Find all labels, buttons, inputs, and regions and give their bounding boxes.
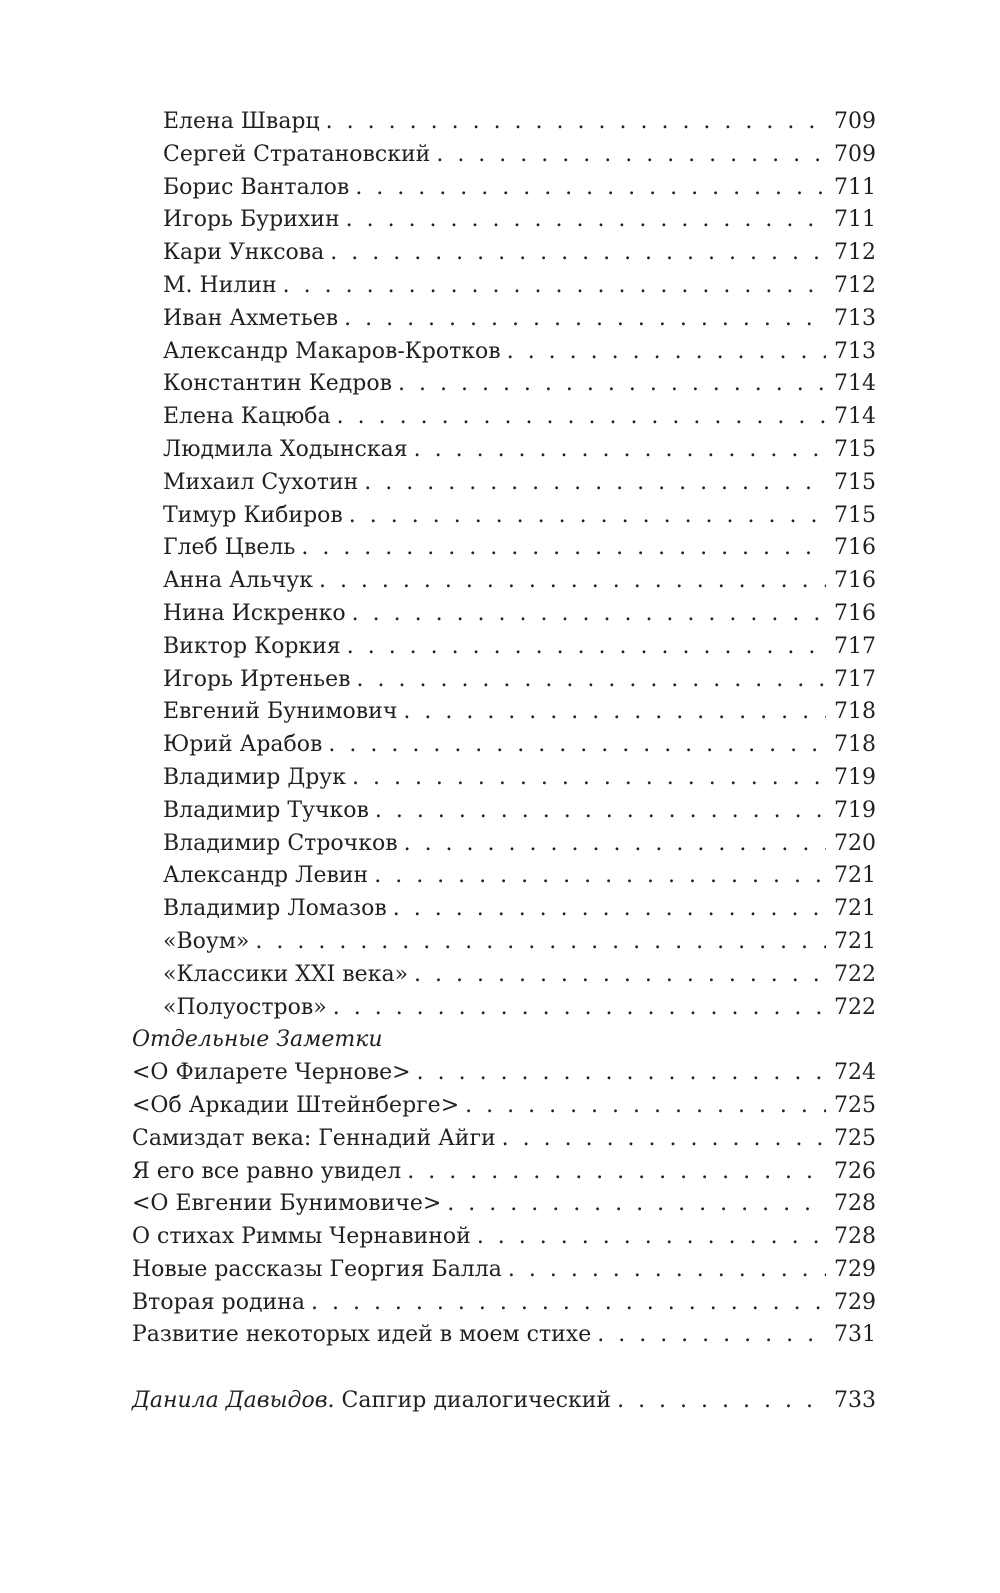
dot-leader <box>364 467 826 500</box>
dot-leader <box>326 106 826 139</box>
toc-entry <box>132 729 876 762</box>
dot-leader <box>347 631 826 664</box>
entry-title: Анна Альчук <box>163 568 313 594</box>
page-number: 716 <box>834 600 876 626</box>
page-number: 729 <box>834 1289 876 1315</box>
final-entry <box>132 1385 876 1418</box>
toc-entry <box>132 1123 876 1156</box>
entry-title: М. Нилин <box>163 272 277 298</box>
page-number: 718 <box>834 732 876 758</box>
toc-entry <box>132 565 876 598</box>
dot-leader <box>477 1221 826 1254</box>
toc-entry <box>132 828 876 861</box>
entry-title: Александр Левин <box>163 863 369 889</box>
page-number: 729 <box>834 1256 876 1282</box>
page-number: 724 <box>834 1060 876 1086</box>
toc-entry <box>132 172 876 205</box>
page-number: 715 <box>834 436 876 462</box>
entry-title: Я его все равно увидел <box>132 1158 402 1184</box>
toc-entry <box>132 1287 876 1320</box>
page-number: 721 <box>834 896 876 922</box>
dot-leader <box>507 336 826 369</box>
dot-leader <box>414 959 826 992</box>
entry-title: «Классики XXI века» <box>163 961 409 987</box>
page-number: 713 <box>834 305 876 331</box>
toc-entry <box>132 926 876 959</box>
dot-leader <box>502 1123 826 1156</box>
entry-title: Евгений Бунимович <box>163 699 398 725</box>
dot-leader <box>283 270 826 303</box>
page-number: 719 <box>834 797 876 823</box>
toc-entry <box>132 500 876 533</box>
dot-leader <box>301 532 826 565</box>
page-number: 728 <box>834 1191 876 1217</box>
entry-title: Развитие некоторых идей в моем стихе <box>132 1322 592 1348</box>
page-number: 718 <box>834 699 876 725</box>
dot-leader <box>319 565 826 598</box>
page-number: 714 <box>834 371 876 397</box>
toc-entry <box>132 992 876 1025</box>
toc-entry <box>132 1090 876 1123</box>
page-number: 722 <box>834 994 876 1020</box>
dot-leader <box>346 204 826 237</box>
toc-entry <box>132 139 876 172</box>
toc-entry <box>132 1156 876 1189</box>
entry-title: Владимир Ломазов <box>163 896 387 922</box>
toc-entry <box>132 434 876 467</box>
dot-leader <box>337 401 826 434</box>
spacer <box>132 1352 876 1385</box>
entry-title: Игорь Бурихин <box>163 207 340 233</box>
page-number: 726 <box>834 1158 876 1184</box>
entry-title: Глеб Цвель <box>163 535 296 561</box>
toc-entry <box>132 270 876 303</box>
dot-leader <box>508 1254 826 1287</box>
entry-title: Людмила Ходынская <box>163 436 408 462</box>
dot-leader <box>465 1090 826 1123</box>
entry-author: Данила Давыдов. <box>132 1388 335 1414</box>
entry-title: «Воум» <box>163 928 250 954</box>
entry-title: <О Филарете Чернове> <box>132 1060 411 1086</box>
dot-leader <box>403 696 826 729</box>
entry-title: Вторая родина <box>132 1289 305 1315</box>
page-number: 709 <box>834 141 876 167</box>
entry-title: Иван Ахметьев <box>163 305 339 331</box>
entry-title: Самиздат века: Геннадий Айги <box>132 1125 496 1151</box>
toc-entry <box>132 860 876 893</box>
page-number: 709 <box>834 109 876 134</box>
toc-entry <box>132 1221 876 1254</box>
toc-entry <box>132 664 876 697</box>
page-number: 731 <box>834 1322 876 1348</box>
dot-leader <box>311 1287 826 1320</box>
toc-entry <box>132 467 876 500</box>
dot-leader <box>417 1057 826 1090</box>
page-number: 716 <box>834 568 876 594</box>
page-number: 716 <box>834 535 876 561</box>
page-number: 725 <box>834 1125 876 1151</box>
entry-title: Константин Кедров <box>163 371 393 397</box>
dot-leader <box>352 762 826 795</box>
dot-leader <box>398 368 826 401</box>
page-number: 711 <box>834 174 876 200</box>
toc-entry <box>132 598 876 631</box>
page-number: 733 <box>834 1388 876 1414</box>
dot-leader <box>375 795 826 828</box>
toc-entry <box>132 795 876 828</box>
dot-leader <box>414 434 826 467</box>
dot-leader <box>404 828 826 861</box>
entry-title: Виктор Коркия <box>163 633 341 659</box>
page-number: 722 <box>834 961 876 987</box>
toc-entry <box>132 303 876 336</box>
page-number: 715 <box>834 502 876 528</box>
page-number: 717 <box>834 666 876 692</box>
page-number: 711 <box>834 207 876 233</box>
toc-entry <box>132 106 876 139</box>
toc-entry <box>132 631 876 664</box>
toc-entry <box>132 1188 876 1221</box>
dot-leader <box>407 1156 826 1189</box>
dot-leader <box>374 860 826 893</box>
entry-title: Елена Шварц <box>163 109 320 134</box>
entry-title: Борис Ванталов <box>163 174 350 200</box>
dot-leader <box>617 1385 826 1418</box>
page-number: 719 <box>834 764 876 790</box>
toc-entry <box>132 696 876 729</box>
toc-entry <box>132 204 876 237</box>
dot-leader <box>328 729 826 762</box>
entry-title: Елена Кацюба <box>163 404 331 430</box>
toc-entry <box>132 1254 876 1287</box>
entry-title: Новые рассказы Георгия Балла <box>132 1256 502 1282</box>
indented-entries-list <box>132 106 876 1024</box>
entry-title: Юрий Арабов <box>163 732 323 758</box>
dot-leader <box>357 664 826 697</box>
entry-title: Тимур Кибиров <box>163 502 343 528</box>
page-number: 721 <box>834 863 876 889</box>
toc-entry <box>132 368 876 401</box>
toc-entry <box>132 1319 876 1352</box>
entry-title-text: Сапгир диалогический <box>334 1388 612 1414</box>
entry-title: О стихах Риммы Чернавиной <box>132 1224 471 1250</box>
toc-entry <box>132 762 876 795</box>
dot-leader <box>355 172 826 205</box>
toc-entry <box>132 1057 876 1090</box>
dot-leader <box>597 1319 826 1352</box>
entry-title: Михаил Сухотин <box>163 469 359 495</box>
page-number: 713 <box>834 338 876 364</box>
page-number: 714 <box>834 404 876 430</box>
toc-entry <box>132 893 876 926</box>
entry-title: Владимир Тучков <box>163 797 369 823</box>
entry-title: Владимир Строчков <box>163 830 398 856</box>
entry-title: Владимир Друк <box>163 764 346 790</box>
table-of-contents <box>132 106 876 1418</box>
section-entries-list <box>132 1057 876 1352</box>
entry-title: Игорь Иртеньев <box>163 666 351 692</box>
dot-leader <box>436 139 826 172</box>
page-number: 712 <box>834 272 876 298</box>
toc-entry <box>132 336 876 369</box>
toc-entry <box>132 237 876 270</box>
page-number: 712 <box>834 240 876 266</box>
entry-title: Нина Искренко <box>163 600 346 626</box>
toc-entry <box>132 401 876 434</box>
page-number: 721 <box>834 928 876 954</box>
entry-title: Кари Унксова <box>163 240 325 266</box>
entry-title: <О Евгении Бунимовиче> <box>132 1191 442 1217</box>
entry-title: Сергей Стратановский <box>163 141 431 167</box>
entry-title: <Об Аркадии Штейнберге> <box>132 1092 460 1118</box>
dot-leader <box>255 926 826 959</box>
entry-title: «Полуостров» <box>163 994 327 1020</box>
dot-leader <box>333 992 826 1025</box>
page-number: 717 <box>834 633 876 659</box>
dot-leader <box>349 500 826 533</box>
dot-leader <box>344 303 826 336</box>
page-number: 720 <box>834 830 876 856</box>
entry-title <box>132 1385 611 1418</box>
page-number: 728 <box>834 1224 876 1250</box>
page-number: 725 <box>834 1092 876 1118</box>
dot-leader <box>393 893 826 926</box>
section-heading: Отдельные Заметки <box>132 1027 383 1053</box>
toc-entry <box>132 959 876 992</box>
page-number: 715 <box>834 469 876 495</box>
dot-leader <box>330 237 826 270</box>
dot-leader <box>447 1188 826 1221</box>
entry-title: Александр Макаров-Кротков <box>163 338 501 364</box>
toc-entry <box>132 532 876 565</box>
dot-leader <box>352 598 826 631</box>
